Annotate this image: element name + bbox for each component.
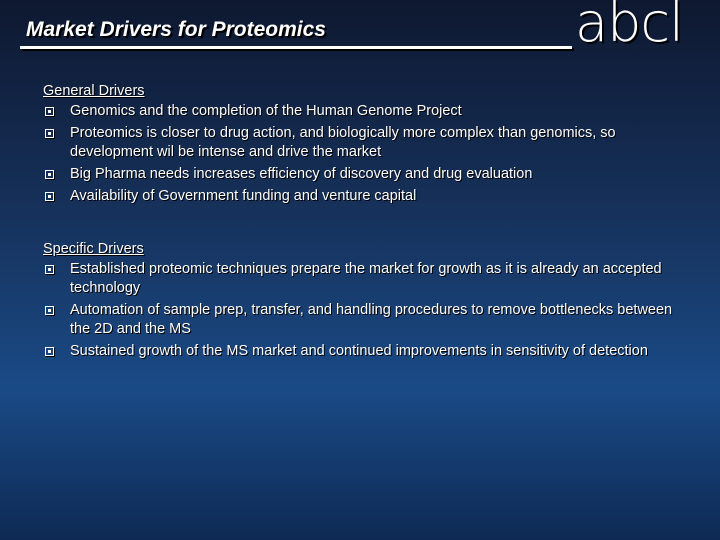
square-bullet-icon [45, 306, 54, 315]
list-item [43, 342, 685, 361]
square-bullet-icon [45, 107, 54, 116]
list-item [43, 102, 650, 121]
list-item [43, 301, 685, 339]
square-bullet-icon [45, 192, 54, 201]
list-item-text: Genomics and the completion of the Human Genome Project [70, 103, 462, 119]
square-bullet-icon [45, 170, 54, 179]
specific-drivers-list [43, 260, 685, 361]
list-item-text: Sustained growth of the MS market and continued improvements in sensitivity of detection [70, 343, 648, 359]
list-item-text: Proteomics is closer to drug action, and biologically more complex than genomics, so development wil be intense and drive the market [70, 125, 616, 160]
list-item-text: Availability of Government funding and venture capital [70, 188, 417, 204]
list-item-text: Established proteomic techniques prepare the market for growth as it is already an accepted technology [70, 261, 662, 296]
specific-drivers-heading: Specific Drivers [43, 241, 144, 257]
list-item [43, 187, 650, 206]
general-drivers-heading: General Drivers [43, 83, 145, 99]
list-item-text: Automation of sample prep, transfer, and handling procedures to remove bottlenecks between the 2D and the MS [70, 302, 673, 337]
list-item [43, 165, 650, 184]
square-bullet-icon [45, 265, 54, 274]
specific-drivers-section [43, 241, 685, 364]
list-item-text: Big Pharma needs increases efficiency of discovery and drug evaluation [70, 166, 533, 182]
list-item [43, 260, 685, 298]
list-item [43, 124, 650, 162]
title-underline [20, 46, 572, 49]
square-bullet-icon [45, 129, 54, 138]
square-bullet-icon [45, 347, 54, 356]
general-drivers-list [43, 102, 650, 206]
slide-title: Market Drivers for Proteomics [26, 18, 326, 41]
abcl-logo: abcl [575, 0, 684, 54]
general-drivers-section [43, 83, 650, 209]
